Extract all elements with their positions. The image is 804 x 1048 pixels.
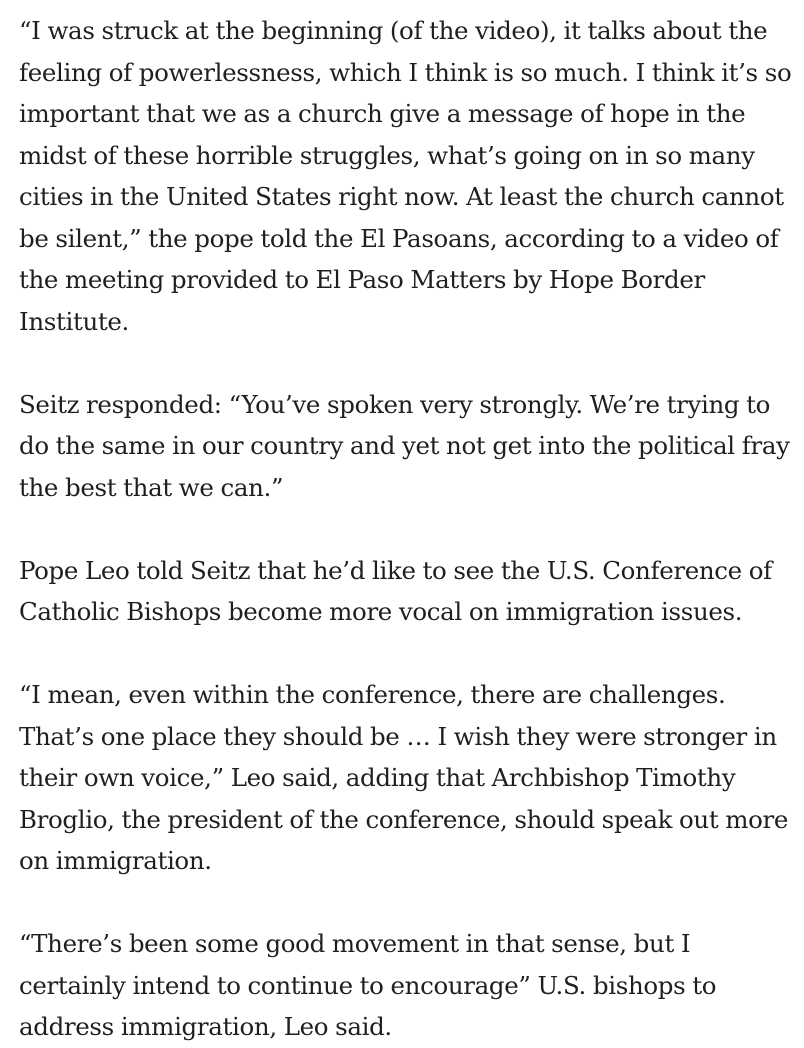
paragraph-bishops-conference: Pope Leo told Seitz that he’d like to see the U.S. Conference of Catholic Bishops become more vocal on immigration issues.: [19, 555, 772, 626]
paragraph-pope-quote: “I was struck at the beginning (of the video), it talks about the feeling of powerlessness, which I think is so much. I think it’s so important that we as a church give a message of hope in the midst of these horrible struggles, what’s going on in so many cities in the United States right now. At least the church cannot be silent,” the pope told the El Pasoans, according to a video of the meeting provided to El Paso Matters by Hope Border Institute.: [19, 16, 792, 336]
paragraph-encourage-bishops: “There’s been some good movement in that sense, but I certainly intend to continue to encourage” U.S. bishops to address immigration, Leo said.: [19, 929, 717, 1041]
article-body: [19, 10, 797, 1048]
paragraph-seitz-response: Seitz responded: “You’ve spoken very strongly. We’re trying to do the same in our country and yet not get into the political fray the best that we can.”: [19, 389, 790, 502]
paragraph-conference-challenges: “I mean, even within the conference, there are challenges. That’s one place they should be … I wish they were stronger in their own voice,” Leo said, adding that Archbishop Timothy Broglio, the president of the conference, should speak out more on immigration.: [19, 680, 789, 875]
